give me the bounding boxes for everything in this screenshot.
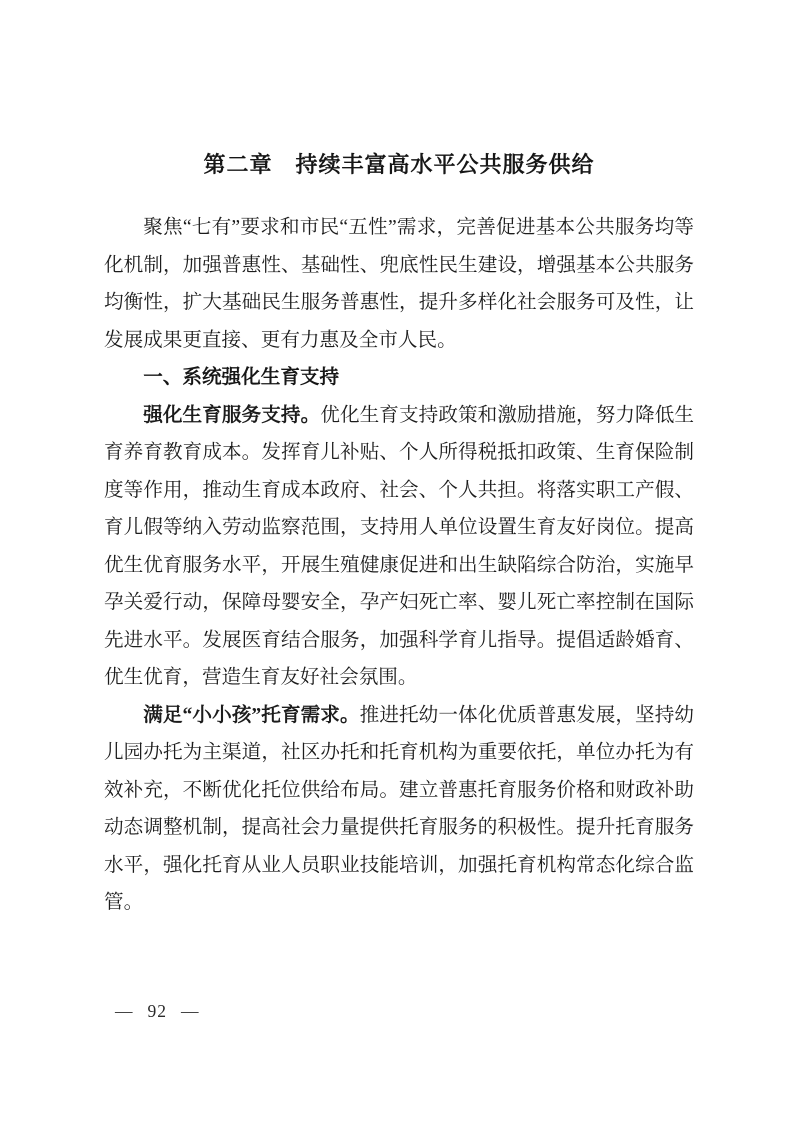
footer-dash-left: — (115, 1001, 134, 1021)
footer-dash-right: — (181, 1001, 200, 1021)
paragraph-body: 推进托幼一体化优质普惠发展，坚持幼儿园办托为主渠道，社区办托和托育机构为重要依托，单位办托为有效补充，不断优化托位供给布局。建立普惠托育服务价格和财政补助动态调整机制，提高社会力量提供托育服务的积极性。提升托育服务水平，强化托育从业人员职业技能培训，加强托育机构常态化综合监管。 (104, 704, 694, 913)
page-footer (113, 998, 202, 1024)
paragraph-birth-support (104, 397, 694, 697)
paragraph-lead: 满足“小小孩”托育需求。 (143, 704, 360, 726)
page-content (104, 150, 694, 922)
chapter-title: 第二章 持续丰富高水平公共服务供给 (203, 152, 595, 177)
paragraph-lead: 强化生育服务支持。 (143, 404, 321, 426)
intro-paragraph: 聚焦“七有”要求和市民“五性”需求，完善促进基本公共服务均等化机制，加强普惠性、基础性、兜底性民生建设，增强基本公共服务均衡性，扩大基础民生服务普惠性，提升多样化社会服务可及性，让发展成果更直接、更有力惠及全市人民。 (104, 217, 694, 351)
page-number: 92 (147, 1001, 167, 1021)
section-heading-1: 一、系统强化生育支持 (143, 366, 340, 388)
paragraph-childcare-demand (104, 697, 694, 922)
paragraph-body: 优化生育支持政策和激励措施，努力降低生育养育教育成本。发挥育儿补贴、个人所得税抵扣政策、生育保险制度等作用，推动生育成本政府、社会、个人共担。将落实职工产假、育儿假等纳入劳动监察范围，支持用人单位设置生育友好岗位。提高优生优育服务水平，开展生殖健康促进和出生缺陷综合防治，实施早孕关爱行动，保障母婴安全，孕产妇死亡率、婴儿死亡率控制在国际先进水平。发展医育结合服务，加强科学育儿指导。提倡适龄婚育、优生优育，营造生育友好社会氛围。 (104, 404, 695, 688)
